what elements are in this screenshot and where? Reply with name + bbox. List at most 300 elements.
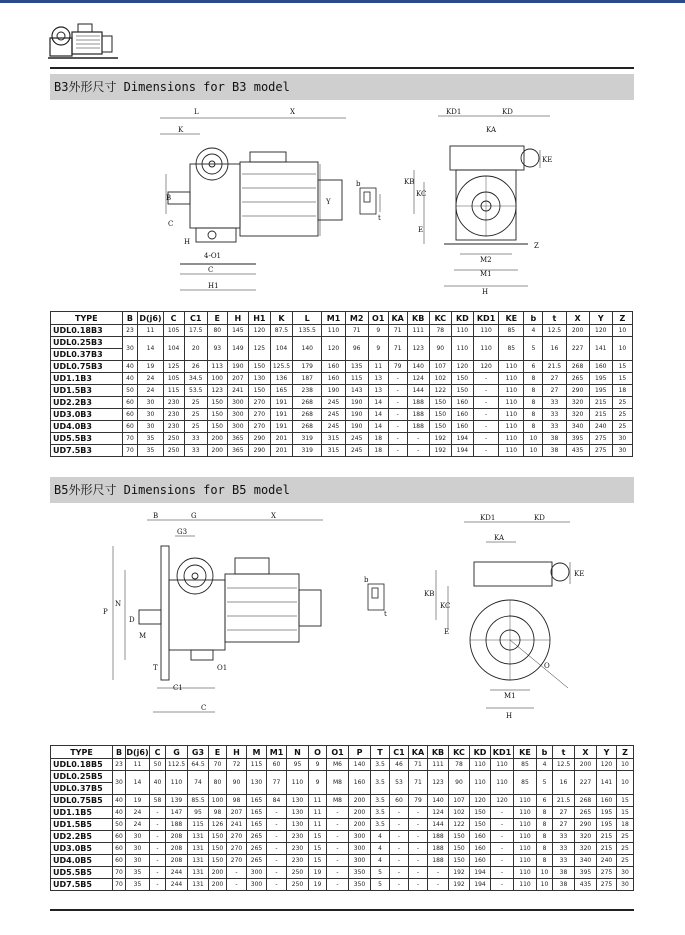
dimension-cell: 16 <box>543 337 566 361</box>
dimension-cell: 24 <box>138 373 163 385</box>
model-type-cell: UD2.2B5 <box>51 831 113 843</box>
dimension-cell: 130 <box>287 795 309 807</box>
page-bottom-rule <box>50 909 634 911</box>
dimension-cell: 50 <box>122 385 138 397</box>
dimension-cell: 160 <box>451 421 473 433</box>
dimension-cell: 13 <box>368 373 388 385</box>
dimension-cell: 191 <box>270 409 292 421</box>
dimension-cell: 124 <box>428 807 449 819</box>
svg-text:t: t <box>384 610 387 618</box>
dimension-cell: 188 <box>428 855 449 867</box>
dimension-cell: 38 <box>553 879 575 891</box>
dimension-cell: 5 <box>537 771 553 795</box>
dimension-cell: 25 <box>617 843 634 855</box>
dimension-cell: 35 <box>138 445 163 457</box>
dimension-cell: - <box>409 879 428 891</box>
dimension-cell: 265 <box>247 843 267 855</box>
dimension-cell: - <box>267 879 287 891</box>
dimension-cell: 15 <box>617 795 634 807</box>
svg-text:M2: M2 <box>480 256 492 264</box>
dimension-cell: 15 <box>612 361 632 373</box>
dimension-cell: 30 <box>612 445 632 457</box>
column-header: KD <box>470 746 491 759</box>
dimension-cell: 71 <box>388 325 407 337</box>
dimension-cell: 9 <box>309 759 327 771</box>
dimension-cell: 13 <box>368 385 388 397</box>
svg-text:Y: Y <box>326 198 331 206</box>
dimension-cell: 9 <box>309 771 327 795</box>
dimension-cell: 30 <box>138 409 163 421</box>
svg-text:M: M <box>139 632 147 640</box>
dimension-cell: 245 <box>345 445 368 457</box>
dimension-cell: 201 <box>270 445 292 457</box>
dimension-cell: 115 <box>345 373 368 385</box>
dimension-cell: 110 <box>499 397 524 409</box>
column-header: Y <box>589 312 612 325</box>
dimension-cell: 11 <box>309 807 327 819</box>
dimension-cell: 160 <box>470 831 491 843</box>
model-type-cell: UD5.5B3 <box>51 433 123 445</box>
model-type-cell: UD1.5B5 <box>51 819 113 831</box>
svg-text:KA: KA <box>486 126 497 134</box>
dimension-cell: 110 <box>287 771 309 795</box>
dimension-cell: 200 <box>575 759 597 771</box>
dimension-cell: - <box>150 807 166 819</box>
dimension-cell: 160 <box>597 795 617 807</box>
table-row <box>51 867 634 879</box>
dimension-cell: - <box>390 867 409 879</box>
svg-text:D: D <box>129 616 135 624</box>
dimension-cell: - <box>428 867 449 879</box>
dimension-cell: - <box>150 819 166 831</box>
dimension-cell: 300 <box>227 409 248 421</box>
dimension-cell: M8 <box>327 795 349 807</box>
column-header: Z <box>617 746 634 759</box>
dimension-cell: - <box>267 843 287 855</box>
column-header: H1 <box>248 312 270 325</box>
column-header: TYPE <box>51 746 113 759</box>
dimension-cell: 10 <box>617 771 634 795</box>
dimension-cell: 110 <box>514 831 537 843</box>
dimension-cell: 3.5 <box>371 759 390 771</box>
dimension-cell: 244 <box>166 867 188 879</box>
svg-text:H1: H1 <box>208 282 219 290</box>
b3-front-view-drawing <box>400 104 560 298</box>
dimension-cell: 131 <box>188 879 209 891</box>
dimension-cell: 33 <box>543 397 566 409</box>
dimension-cell: 131 <box>188 855 209 867</box>
dimension-cell: 90 <box>429 337 451 361</box>
dimension-cell: - <box>390 819 409 831</box>
table-row <box>51 795 634 807</box>
column-header: Z <box>612 312 632 325</box>
dimension-cell: 4 <box>371 855 390 867</box>
column-header: B <box>113 746 126 759</box>
page-top-rule <box>0 0 685 3</box>
dimension-cell: 150 <box>429 397 451 409</box>
dimension-cell: 120 <box>491 795 514 807</box>
model-type-cell: UD7.5B5 <box>51 879 113 891</box>
column-header: M2 <box>345 312 368 325</box>
dimension-cell: 200 <box>207 433 227 445</box>
dimension-cell: 110 <box>499 409 524 421</box>
dimension-cell: 265 <box>575 807 597 819</box>
dimension-cell: 150 <box>248 361 270 373</box>
dimension-cell: 230 <box>163 421 184 433</box>
dimension-cell: 25 <box>612 397 632 409</box>
motor-logo-icon <box>48 18 120 62</box>
table-row <box>51 361 633 373</box>
model-type-cell: UD7.5B3 <box>51 445 123 457</box>
dimension-cell: 200 <box>349 819 371 831</box>
dimension-cell: 300 <box>349 831 371 843</box>
dimension-cell: 250 <box>287 879 309 891</box>
dimension-cell: 4 <box>537 759 553 771</box>
dimension-cell: 150 <box>207 409 227 421</box>
column-header: X <box>575 746 597 759</box>
dimension-cell: 33 <box>543 409 566 421</box>
svg-text:KA: KA <box>494 534 505 542</box>
dimension-cell: - <box>150 867 166 879</box>
column-header: D(j6) <box>126 747 149 757</box>
dimension-cell: 130 <box>248 373 270 385</box>
dimension-cell: 110 <box>499 421 524 433</box>
dimension-cell: 25 <box>184 421 207 433</box>
table-row <box>51 397 633 409</box>
dimension-cell: - <box>388 373 407 385</box>
svg-text:t: t <box>378 214 381 222</box>
dimension-cell: 230 <box>287 831 309 843</box>
column-header: KD1 <box>491 746 514 759</box>
dimension-cell: 60 <box>113 843 126 855</box>
dimension-cell: 3.5 <box>371 807 390 819</box>
dimension-cell: 10 <box>612 337 632 361</box>
dimension-cell: 207 <box>227 373 248 385</box>
dimension-cell: 12.5 <box>543 325 566 337</box>
dimension-cell: 70 <box>113 879 126 891</box>
dimension-cell: 25 <box>184 397 207 409</box>
dimension-cell: 145 <box>227 325 248 337</box>
dimension-cell: 70 <box>122 445 138 457</box>
dimension-cell: 11 <box>368 361 388 373</box>
model-type-cell: UDL0.75B5 <box>51 795 113 807</box>
dimension-cell: 123 <box>407 337 429 361</box>
dimension-cell: - <box>491 819 514 831</box>
dimension-cell: 160 <box>589 361 612 373</box>
dimension-cell: 340 <box>575 855 597 867</box>
dimension-cell: 23 <box>122 325 138 337</box>
dimension-cell: 244 <box>166 879 188 891</box>
column-header: H <box>227 746 247 759</box>
dimension-cell: 215 <box>589 409 612 421</box>
table-row <box>51 879 634 891</box>
dimension-cell: 71 <box>409 771 428 795</box>
dimension-cell: 15 <box>309 855 327 867</box>
b5-side-view-drawing <box>95 510 345 722</box>
table-row <box>51 385 633 397</box>
column-header: O1 <box>327 746 349 759</box>
dimension-cell: 78 <box>449 759 470 771</box>
dimension-cell: 33 <box>553 843 575 855</box>
dimension-cell: 104 <box>163 337 184 361</box>
dimension-cell: 300 <box>227 421 248 433</box>
dimension-cell: 190 <box>345 409 368 421</box>
dimension-cell: 110 <box>473 325 498 337</box>
dimension-cell: 122 <box>429 385 451 397</box>
dimension-cell: 79 <box>409 795 428 807</box>
dimension-cell: 150 <box>429 421 451 433</box>
dimension-cell: 6 <box>524 361 543 373</box>
svg-text:KC: KC <box>416 190 427 198</box>
dimension-cell: 110 <box>514 795 537 807</box>
dimension-cell: 8 <box>537 843 553 855</box>
table-row <box>51 855 634 867</box>
dimension-cell: 110 <box>470 771 491 795</box>
dimension-cell: 268 <box>293 397 322 409</box>
svg-text:H: H <box>482 288 489 296</box>
dimension-cell: 139 <box>166 795 188 807</box>
dimension-cell: 268 <box>566 361 589 373</box>
dimension-cell: 19 <box>309 879 327 891</box>
dimension-cell: 11 <box>309 819 327 831</box>
b3-key-detail-drawing <box>352 178 388 224</box>
dimension-cell: 19 <box>309 867 327 879</box>
dimension-cell: 34.5 <box>184 373 207 385</box>
b5-key-detail-drawing <box>360 574 394 618</box>
dimension-cell: 115 <box>247 759 267 771</box>
model-type-cell: UDL0.18B3 <box>51 325 123 337</box>
dimension-cell: 113 <box>207 361 227 373</box>
dimension-cell: 265 <box>247 855 267 867</box>
dimension-cell: M8 <box>327 771 349 795</box>
dimension-cell: 194 <box>470 879 491 891</box>
model-type-cell: UD5.5B5 <box>51 867 113 879</box>
dimension-cell: 195 <box>589 385 612 397</box>
dimension-cell: 95 <box>188 807 209 819</box>
dimension-cell: - <box>388 409 407 421</box>
dimension-cell: - <box>491 855 514 867</box>
dimension-cell: 58 <box>150 795 166 807</box>
dimension-cell: 208 <box>166 843 188 855</box>
dimension-cell: 241 <box>227 385 248 397</box>
dimension-cell: 150 <box>429 409 451 421</box>
table-row <box>51 759 634 771</box>
dimension-cell: - <box>473 397 498 409</box>
dimension-cell: - <box>409 843 428 855</box>
dimension-cell: 70 <box>209 759 227 771</box>
column-header: K <box>270 312 292 325</box>
dimension-cell: 18 <box>617 819 634 831</box>
svg-text:E: E <box>418 226 424 234</box>
dimension-cell: 350 <box>349 867 371 879</box>
dimension-cell: 53 <box>390 771 409 795</box>
model-type-cell: UD1.5B3 <box>51 385 123 397</box>
dimension-cell: - <box>407 445 429 457</box>
dimension-cell: - <box>267 819 287 831</box>
dimension-cell: 112.5 <box>166 759 188 771</box>
dimension-cell: 60 <box>122 397 138 409</box>
svg-text:KC: KC <box>440 602 451 610</box>
dimension-cell: 190 <box>345 421 368 433</box>
dimension-cell: - <box>327 819 349 831</box>
dimension-cell: 300 <box>247 879 267 891</box>
dimension-cell: 150 <box>449 843 470 855</box>
dimension-cell: 160 <box>470 843 491 855</box>
dimension-cell: 290 <box>248 445 270 457</box>
dimension-cell: 24 <box>126 807 150 819</box>
dimension-cell: 107 <box>429 361 451 373</box>
column-header: TYPE <box>51 312 123 325</box>
column-header: X <box>566 312 589 325</box>
dimension-cell: - <box>327 843 349 855</box>
dimension-cell: 192 <box>449 879 470 891</box>
column-header: C <box>163 312 184 325</box>
dimension-cell: 200 <box>209 867 227 879</box>
b3-side-view-drawing <box>130 104 350 304</box>
dimension-cell: 125 <box>248 337 270 361</box>
dimension-cell: 140 <box>407 361 429 373</box>
dimension-cell: 190 <box>345 397 368 409</box>
dimension-cell: 191 <box>270 397 292 409</box>
dimension-cell: - <box>388 397 407 409</box>
dimension-cell: - <box>327 867 349 879</box>
column-header: KB <box>407 312 429 325</box>
dimension-cell: 315 <box>322 445 345 457</box>
dimension-cell: 33 <box>184 445 207 457</box>
dimension-cell: 110 <box>499 433 524 445</box>
section-rule <box>50 67 634 69</box>
dimension-cell: 104 <box>270 337 292 361</box>
dimension-cell: 241 <box>227 819 247 831</box>
dimension-cell: 80 <box>209 771 227 795</box>
dimension-cell: - <box>491 843 514 855</box>
table-row <box>51 771 634 783</box>
dimension-cell: 10 <box>537 867 553 879</box>
dimension-cell: 227 <box>575 771 597 795</box>
dimension-cell: 8 <box>537 819 553 831</box>
model-type-cell: UDL0.37B3 <box>51 349 123 361</box>
dimension-cell: 140 <box>349 759 371 771</box>
dimension-cell: 85 <box>499 337 524 361</box>
b3-section-title: B3外形尺寸 Dimensions for B3 model <box>50 74 634 100</box>
dimension-cell: 340 <box>566 421 589 433</box>
column-header: E <box>207 312 227 325</box>
dimension-cell: 96 <box>345 337 368 361</box>
dimension-cell: - <box>267 867 287 879</box>
dimension-cell: 25 <box>617 855 634 867</box>
svg-text:H: H <box>506 712 513 720</box>
dimension-cell: 240 <box>589 421 612 433</box>
dimension-cell: 110 <box>473 337 498 361</box>
svg-text:C1: C1 <box>173 684 183 692</box>
dimension-cell: 18 <box>368 433 388 445</box>
dimension-cell: 195 <box>597 819 617 831</box>
dimension-cell: 208 <box>166 831 188 843</box>
dimension-cell: 270 <box>248 421 270 433</box>
dimension-cell: - <box>390 843 409 855</box>
dimension-cell: 135.5 <box>293 325 322 337</box>
dimension-cell: 192 <box>429 433 451 445</box>
dimension-cell: 188 <box>407 421 429 433</box>
dimension-cell: 110 <box>322 325 345 337</box>
model-type-cell: UD1.1B5 <box>51 807 113 819</box>
dimension-cell: 300 <box>247 867 267 879</box>
svg-text:KD1: KD1 <box>446 108 462 116</box>
column-header: b <box>524 312 543 325</box>
dimension-cell: 135 <box>345 361 368 373</box>
dimension-cell: - <box>327 879 349 891</box>
dimension-cell: - <box>409 807 428 819</box>
dimension-cell: 315 <box>322 433 345 445</box>
dimension-cell: 24 <box>126 819 150 831</box>
dimension-cell: 33 <box>184 433 207 445</box>
table-row <box>51 843 634 855</box>
dimension-cell: 147 <box>166 807 188 819</box>
dimension-cell: 111 <box>428 759 449 771</box>
dimension-cell: 230 <box>287 855 309 867</box>
svg-text:K: K <box>178 126 184 134</box>
column-header: B <box>122 312 138 325</box>
dimension-cell: 268 <box>293 409 322 421</box>
dimension-cell: 15 <box>617 807 634 819</box>
model-type-cell: UD4.0B3 <box>51 421 123 433</box>
column-header: H <box>227 312 248 325</box>
dimension-cell: 19 <box>126 795 150 807</box>
dimension-cell: 320 <box>566 397 589 409</box>
dimension-cell: 110 <box>166 771 188 795</box>
dimension-cell: 179 <box>293 361 322 373</box>
column-header: N <box>287 746 309 759</box>
dimension-cell: 160 <box>322 373 345 385</box>
dimension-cell: 123 <box>207 385 227 397</box>
dimension-cell: 8 <box>537 807 553 819</box>
dimension-cell: 4 <box>524 325 543 337</box>
dimension-cell: 395 <box>575 867 597 879</box>
svg-text:KD: KD <box>534 514 545 522</box>
svg-text:X: X <box>290 108 295 116</box>
dimension-cell: 30 <box>113 771 126 795</box>
dimension-cell: 140 <box>428 795 449 807</box>
dimension-cell: 50 <box>150 759 166 771</box>
dimension-cell: 64.5 <box>188 759 209 771</box>
dimension-cell: 144 <box>428 819 449 831</box>
dimension-cell: 319 <box>293 433 322 445</box>
dimension-cell: 15 <box>612 373 632 385</box>
dimension-cell: 230 <box>163 409 184 421</box>
column-header: Y <box>597 746 617 759</box>
dimension-cell: 102 <box>449 807 470 819</box>
dimension-cell: 191 <box>270 421 292 433</box>
dimension-cell: 30 <box>122 337 138 361</box>
dimension-cell: 130 <box>287 819 309 831</box>
dimension-cell: - <box>150 843 166 855</box>
model-type-cell: UD3.0B3 <box>51 409 123 421</box>
dimension-cell: 150 <box>248 385 270 397</box>
dimension-cell: 30 <box>126 831 150 843</box>
dimension-cell: 320 <box>575 843 597 855</box>
model-type-cell: UD1.1B3 <box>51 373 123 385</box>
dimension-cell: 14 <box>368 397 388 409</box>
dimension-cell: 275 <box>589 433 612 445</box>
dimension-cell: 8 <box>537 855 553 867</box>
dimension-cell: - <box>267 807 287 819</box>
dimension-cell: 14 <box>126 771 150 795</box>
dimension-cell: 18 <box>612 385 632 397</box>
dimension-cell: - <box>150 855 166 867</box>
dimension-cell: 320 <box>566 409 589 421</box>
dimension-cell: 110 <box>499 445 524 457</box>
model-type-cell: UD3.0B5 <box>51 843 113 855</box>
